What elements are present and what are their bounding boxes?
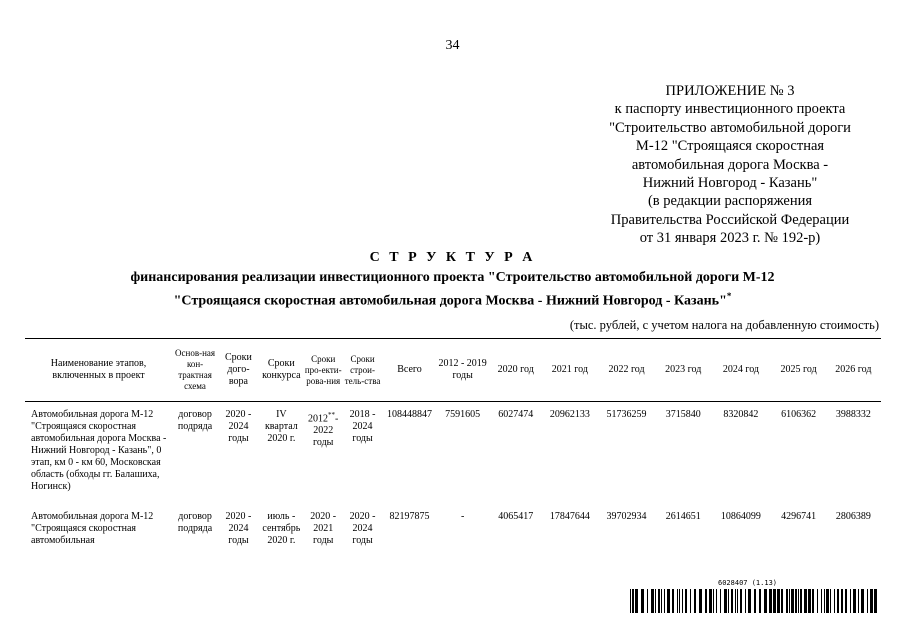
document-heading: С Т Р У К Т У Р А (369, 250, 536, 265)
header-design-term: Сроки про-екти-рова-ния (304, 339, 343, 402)
design-term-end: - 2022 годы (313, 413, 339, 449)
design-term-start: 2012 (308, 413, 329, 425)
barcode-caption: 6028407 (1.13) (718, 579, 778, 587)
appendix-line: Правительства Российской Федерации (610, 211, 850, 228)
header-2012-2019: 2012 - 2019 годы (437, 339, 489, 402)
header-2021: 2021 год (543, 339, 597, 402)
total-cell: 108448847 (387, 409, 433, 420)
stage-name-cell: Автомобильная дорога М-12 "Строящаяся скоростная автомобильная дорога Москва - Нижний Новгород - Казань", 0 этап, км 0 - км 60, Московская область (обходы гг. Балашиха, Ногинск) (31, 409, 167, 492)
subheading-line-2-text: "Строящаяся скоростная автомобильная дорога Москва - Нижний Новгород - Казань" (173, 293, 727, 309)
appendix-line: от 31 января 2023 г. № 192-р) (639, 230, 821, 247)
design-term-cell (304, 409, 343, 511)
contract-term-cell: 2020 - 2024 годы (225, 409, 252, 444)
header-total: Всего (382, 339, 436, 402)
value-2026-cell: 2806389 (835, 511, 871, 522)
contract-scheme-cell: договор подряда (177, 511, 213, 534)
appendix-line: М-12 "Строящаяся скоростная (635, 138, 825, 155)
value-2026-cell: 3988332 (835, 409, 871, 420)
value-2023-cell: 2614651 (665, 511, 701, 522)
value-2012-2019-cell: - (460, 511, 465, 522)
header-2026: 2026 год (826, 339, 881, 402)
appendix-block (580, 82, 880, 248)
spacer-row (25, 402, 881, 410)
design-term-footnote-mark: ** (328, 411, 336, 419)
value-2021-cell: 17847644 (549, 511, 590, 522)
header-2025: 2025 год (772, 339, 826, 402)
header-construction-term: Сроки строи-тель-ства (343, 339, 383, 402)
page-number: 34 (445, 38, 460, 53)
header-stage-name: Наименование этапов, включенных в проект (25, 339, 172, 402)
design-term-cell: 2020 - 2021 годы (310, 511, 337, 546)
stage-name-cell: Автомобильная дорога М-12 "Строящаяся скоростная автомобильная (31, 511, 154, 546)
document-subheading (0, 269, 905, 311)
table-row (25, 409, 881, 511)
header-2022: 2022 год (597, 339, 656, 402)
barcode-image (630, 589, 878, 613)
table-row (25, 511, 881, 547)
financing-structure-table (25, 338, 881, 547)
contract-term-cell: 2020 - 2024 годы (225, 511, 252, 546)
value-2024-cell: 10864099 (720, 511, 761, 522)
value-2025-cell: 6106362 (781, 409, 817, 420)
value-2025-cell: 4296741 (781, 511, 817, 522)
spacer-cell (25, 402, 881, 410)
tender-term-cell: IV квартал 2020 г. (264, 409, 298, 444)
appendix-line: ПРИЛОЖЕНИЕ № 3 (665, 83, 795, 99)
header-2020: 2020 год (489, 339, 543, 402)
appendix-line: "Строительство автомобильной дороги (609, 119, 851, 136)
tender-term-cell: июль - сентябрь 2020 г. (262, 511, 301, 546)
value-2024-cell: 8320842 (723, 409, 759, 420)
construction-term-cell: 2020 - 2024 годы (349, 511, 376, 546)
header-2023: 2023 год (656, 339, 710, 402)
value-2023-cell: 3715840 (665, 409, 701, 420)
value-2012-2019-cell: 7591605 (445, 409, 481, 420)
value-2020-cell: 4065417 (498, 511, 534, 522)
subheading-line-1: финансирования реализации инвестиционного проекта "Строительство автомобильной дороги М-12 (130, 270, 775, 285)
header-2024: 2024 год (710, 339, 771, 402)
value-2021-cell: 20962133 (549, 409, 590, 420)
appendix-line: к паспорту инвестиционного проекта (614, 101, 846, 118)
value-2022-cell: 51736259 (606, 409, 647, 420)
header-tender-term: Сроки конкурса (259, 339, 304, 402)
total-cell: 82197875 (389, 511, 430, 522)
table-header-row (25, 339, 881, 402)
units-note: (тыс. рублей, с учетом налога на добавленную стоимость) (569, 318, 879, 332)
contract-scheme-cell: договор подряда (177, 409, 213, 432)
appendix-line: Нижний Новгород - Казань" (642, 175, 818, 192)
appendix-line: (в редакции распоряжения (647, 193, 813, 210)
header-contract-term: Сроки дого-вора (218, 339, 259, 402)
subheading-line-2 (0, 287, 905, 311)
header-contract-scheme: Основ-ная кон-трактная схема (172, 339, 218, 402)
value-2020-cell: 6027474 (498, 409, 534, 420)
construction-term-cell: 2018 - 2024 годы (349, 409, 376, 444)
value-2022-cell: 39702934 (606, 511, 647, 522)
appendix-line: автомобильная дорога Москва - (631, 156, 829, 173)
footnote-mark: * (726, 291, 732, 301)
